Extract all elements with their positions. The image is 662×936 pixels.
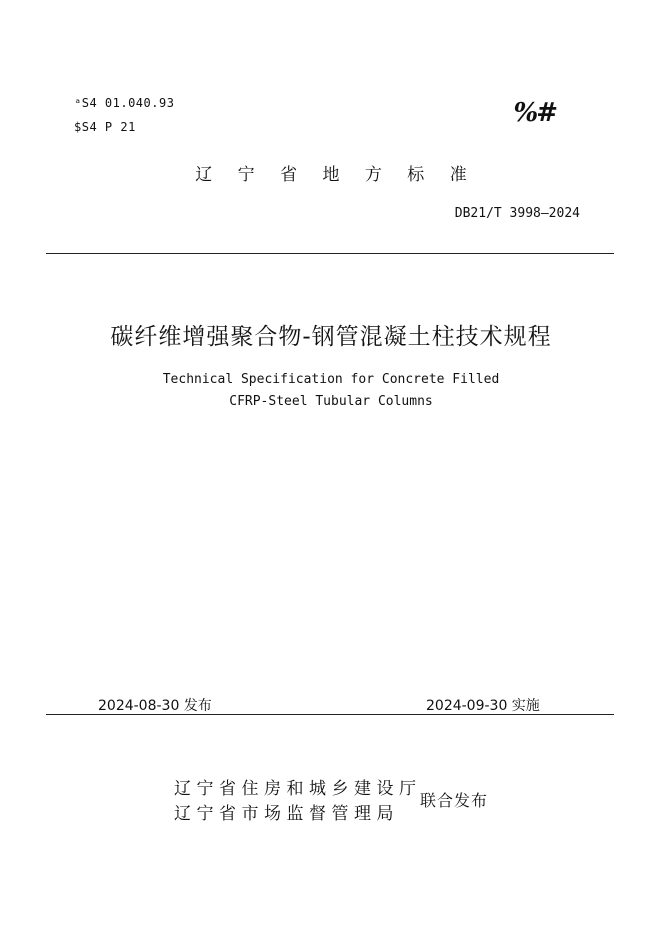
ccs-classification: $S4 P 21 <box>74 120 136 134</box>
bottom-divider <box>46 714 614 715</box>
title-chinese: 碳纤维增强聚合物-钢管混凝土柱技术规程 <box>110 324 552 350</box>
standard-type: 辽 宁 省 地 方 标 准 <box>195 165 477 185</box>
issue-date: 2024-08-30 发布 <box>98 698 212 714</box>
issuer-housing-department: 辽宁省住房和城乡建设厅 <box>174 779 422 799</box>
joint-issue-label: 联合发布 <box>420 791 489 810</box>
top-divider <box>46 253 614 254</box>
standard-number: DB21/T 3998—2024 <box>454 206 580 221</box>
title-english-line-1: Technical Specification for Concrete Filled <box>162 372 500 387</box>
standard-logo: %# <box>513 98 556 128</box>
issuer-market-regulation: 辽宁省市场监督管理局 <box>174 804 399 824</box>
title-english-line-2: CFRP-Steel Tubular Columns <box>229 394 433 409</box>
ics-classification: ᵃS4 01.040.93 <box>74 96 175 110</box>
implementation-date: 2024-09-30 实施 <box>426 698 540 714</box>
